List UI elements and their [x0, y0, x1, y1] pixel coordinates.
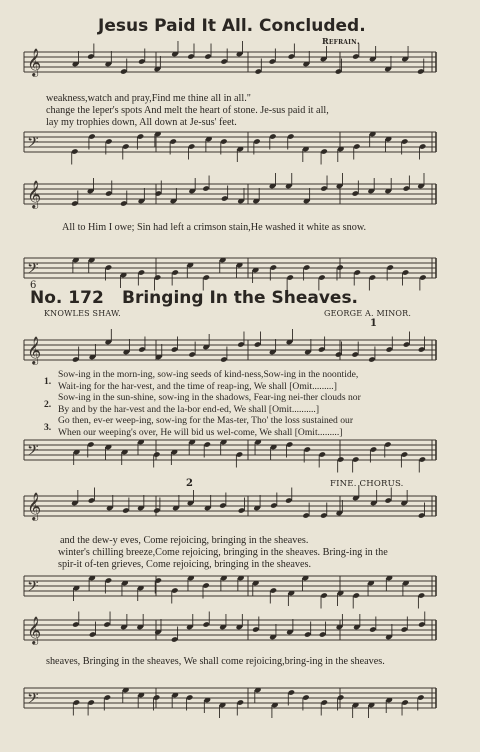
second-ending-mark: 2	[186, 478, 194, 489]
treble-clef-icon: 𝄞	[27, 616, 42, 644]
staff-lines	[24, 576, 436, 596]
first-ending-mark: 1	[370, 318, 378, 329]
page-title: Jesus Paid It All. Concluded.	[98, 16, 366, 36]
treble-clef-icon: 𝄞	[27, 336, 42, 364]
treble-clef-icon: 𝄞	[27, 492, 42, 520]
refrain-label: Refrain.	[322, 36, 360, 46]
chorus-lyric-line-1: and the dew-y eves, Come rejoicing, bringing in the sheaves.	[60, 535, 309, 546]
treble-clef-icon: 𝄞	[27, 180, 42, 208]
staff-lines	[24, 52, 436, 72]
song1-lyric-line-1: weakness,watch and pray,Find me thine all in all."	[46, 93, 251, 104]
song1-lyric-line-2: change the leper's spots And melt the heart of stone. Je-sus paid it all,	[46, 105, 329, 116]
hymn-author: KNOWLES SHAW.	[44, 309, 121, 318]
hymn-title: Bringing In the Sheaves.	[122, 288, 359, 308]
bass-clef-icon: 𝄢	[27, 578, 39, 599]
bass-clef-icon: 𝄢	[27, 134, 39, 155]
bass-clef-icon: 𝄢	[27, 260, 39, 281]
verse-line: When our weeping's over, He will bid us wel-come, We shall [Omit.........]	[58, 427, 343, 438]
bass-clef-icon: 𝄢	[27, 442, 39, 463]
page-marker: 6	[30, 280, 37, 291]
verse-line: Go then, ev-er weep-ing, sow-ing for the Mas-ter, Tho' the loss sustained our	[58, 415, 354, 426]
verse-number: 2.	[44, 399, 52, 410]
fine-chorus-label: FINE. CHORUS.	[330, 479, 404, 489]
treble-clef-icon: 𝄞	[27, 48, 42, 76]
hymn-composer: GEORGE A. MINOR.	[324, 309, 412, 318]
staff-lines	[24, 496, 436, 516]
staff-lines	[24, 340, 436, 360]
verse-number: 3.	[44, 422, 52, 433]
song1-lyric-line-3: lay my trophies down, All down at Je-sus' feet.	[46, 117, 237, 128]
verse-line: Sow-ing in the morn-ing, sow-ing seeds of kind-ness,Sow-ing in the noontide,	[58, 369, 359, 380]
verse-line: By and by the har-vest and the la-bor end-ed, We shall [Omit..........]	[58, 404, 320, 415]
bass-clef-icon: 𝄢	[27, 690, 39, 711]
hymn-number: No. 172	[30, 288, 104, 308]
verse-number: 1.	[44, 376, 52, 387]
chorus-lyric-line-4: sheaves, Bringing in the sheaves, We shall come rejoicing,bring-ing in the sheaves.	[46, 656, 385, 667]
song1-lyric-line-4: All to Him I owe; Sin had left a crimson stain,He washed it white as snow.	[62, 222, 367, 233]
chorus-lyric-line-2: winter's chilling breeze,Come rejoicing, bringing in the sheaves. Bring-ing in the	[58, 547, 388, 558]
verse-line: Sow-ing in the sun-shine, sow-ing in the shadows, Fear-ing nei-ther clouds nor	[58, 392, 361, 403]
staff-lines	[24, 258, 436, 278]
chorus-lyric-line-3: spir-it of-ten grieves, Come rejoicing, bringing in the sheaves.	[58, 559, 312, 570]
verse-line: Wait-ing for the har-vest, and the time of reap-ing, We shall [Omit.........]	[58, 381, 337, 392]
